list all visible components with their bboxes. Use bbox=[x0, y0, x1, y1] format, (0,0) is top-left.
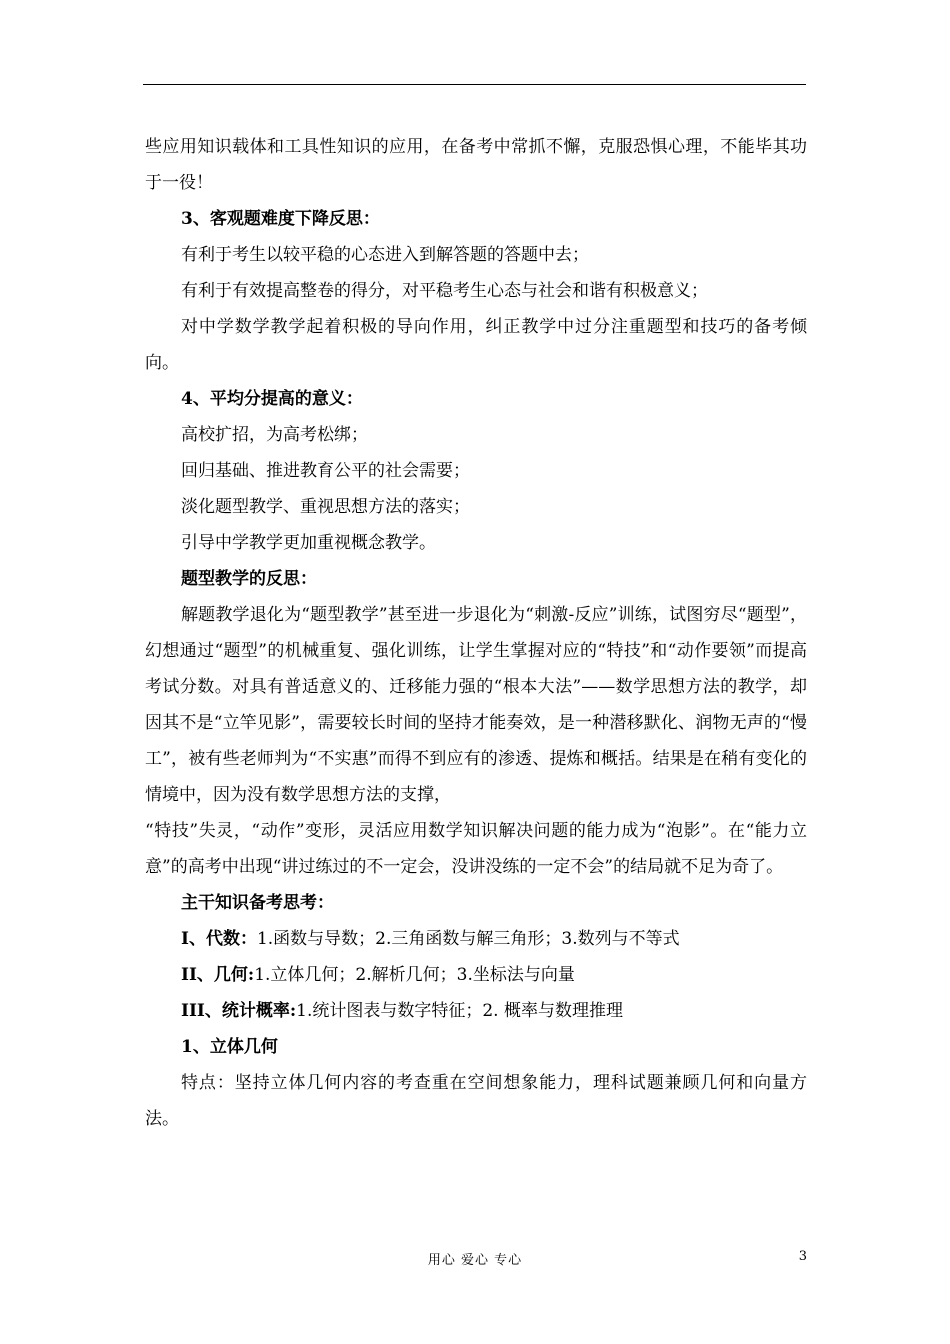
paragraph: 引导中学教学更加重视概念教学。 bbox=[181, 533, 436, 553]
topic-line bbox=[145, 921, 807, 957]
section-heading: 1、立体几何 bbox=[181, 1037, 278, 1057]
topic-text: 1.统计图表与数字特征；2. 概率与数理推理 bbox=[296, 1001, 623, 1021]
paragraph: “特技”失灵，“动作”变形，灵活应用数学知识解决问题的能力成为“泡影”。在“能力立意”的高考中出现“讲过练过的不一定会，没讲没练的一定不会”的结局就不足为奇了。 bbox=[145, 821, 807, 877]
document-body bbox=[145, 129, 807, 1137]
paragraph: 有利于有效提高整卷的得分，对平稳考生心态与社会和谐有积极意义； bbox=[181, 281, 708, 301]
topic-text: 1.立体几何；2.解析几何；3.坐标法与向量 bbox=[254, 965, 575, 985]
section-heading: 主干知识备考思考： bbox=[181, 893, 334, 913]
footer-motto: 用心 爱心 专心 bbox=[427, 1253, 523, 1268]
header-rule bbox=[143, 84, 806, 85]
topic-line bbox=[145, 957, 807, 993]
paragraph: 有利于考生以较平稳的心态进入到解答题的答题中去； bbox=[181, 245, 589, 265]
section-heading: 3、客观题难度下降反思： bbox=[181, 209, 380, 229]
page-number: 3 bbox=[798, 1249, 807, 1264]
topic-text: 1.函数与导数；2.三角函数与解三角形；3.数列与不等式 bbox=[256, 929, 680, 949]
section-heading: 题型教学的反思： bbox=[181, 569, 317, 589]
paragraph: 淡化题型教学、重视思想方法的落实； bbox=[181, 497, 470, 517]
topic-label: III、统计概率: bbox=[181, 1001, 297, 1021]
section-heading: 4、平均分提高的意义： bbox=[181, 389, 363, 409]
paragraph: 些应用知识载体和工具性知识的应用，在备考中常抓不懈，克服恐惧心理，不能毕其功于一役！ bbox=[145, 137, 807, 193]
paragraph: 特点：坚持立体几何内容的考查重在空间想象能力，理科试题兼顾几何和向量方法。 bbox=[145, 1073, 807, 1129]
topic-label: II、几何: bbox=[181, 965, 255, 985]
paragraph: 回归基础、推进教育公平的社会需要； bbox=[181, 461, 470, 481]
topic-line bbox=[145, 993, 807, 1029]
paragraph: 解题教学退化为“题型教学”甚至进一步退化为“刺激-反应”训练，试图穷尽“题型”，幻想通过“题型”的机械重复、强化训练，让学生掌握对应的“特技”和“动作要领”而提高考试分数。对具有普适意义的、迁移能力强的“根本大法”——数学思想方法的教学，却因其不是“立竿见影”，需要较长时间的坚持才能奏效，是一种潜移默化、润物无声的“慢工”，被有些老师判为“不实惠”而得不到应有的渗透、提炼和概括。结果是在稍有变化的情境中，因为没有数学思想方法的支撑， bbox=[145, 605, 807, 805]
paragraph: 对中学数学教学起着积极的导向作用，纠正教学中过分注重题型和技巧的备考倾向。 bbox=[145, 317, 807, 373]
paragraph: 高校扩招，为高考松绑； bbox=[181, 425, 368, 445]
topic-label: I、代数： bbox=[181, 929, 257, 949]
